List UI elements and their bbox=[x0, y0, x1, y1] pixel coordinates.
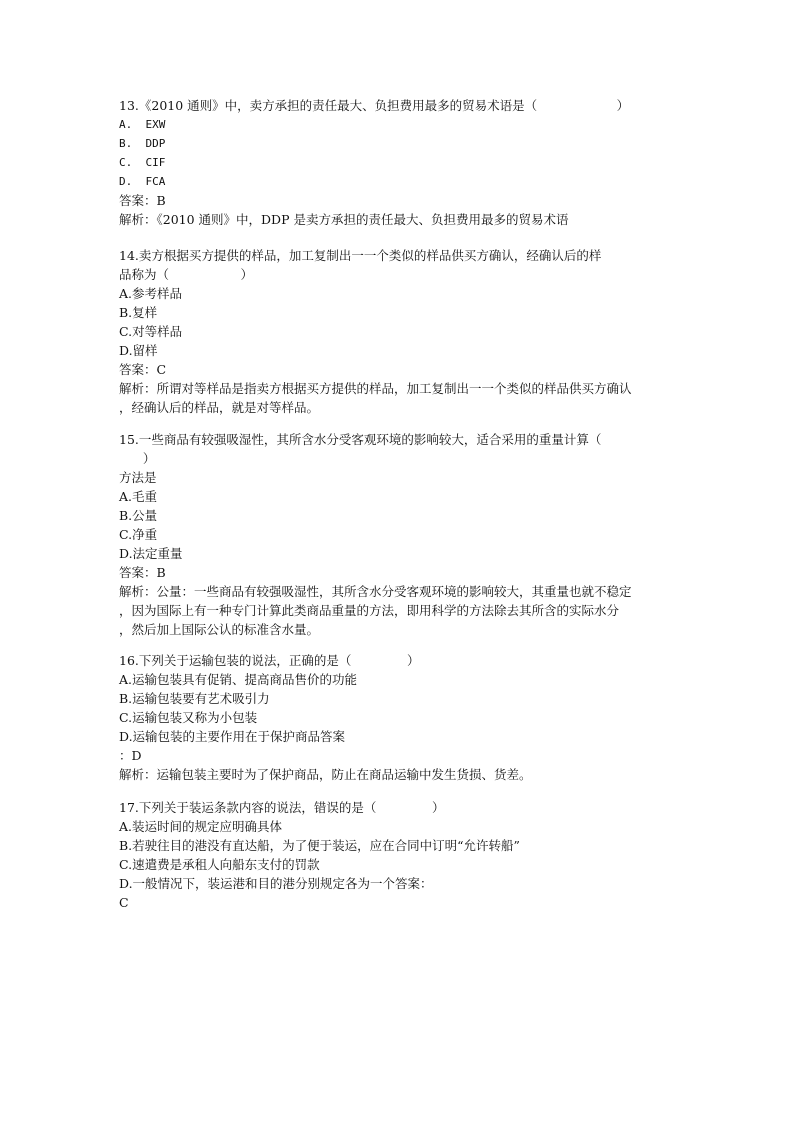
question-stem: 15.一些商品有较强吸湿性，其所含水分受客观环境的影响较大，适合采用的重量计算（ bbox=[119, 432, 602, 447]
option-b: B.运输包装要有艺术吸引力 bbox=[119, 691, 270, 706]
answer: 答案：B bbox=[119, 193, 166, 208]
option-c: C. CIF bbox=[119, 156, 166, 169]
analysis: 解析：公量：一些商品有较强吸湿性，其所含水分受客观环境的影响较大，其重量也就不稳定 bbox=[119, 584, 632, 599]
question-15 bbox=[119, 430, 679, 639]
option-a: A.毛重 bbox=[119, 489, 158, 504]
option-b: B.公量 bbox=[119, 508, 158, 523]
option-a: A.参考样品 bbox=[119, 286, 183, 301]
analysis: 解析：运输包装主要时为了保护商品，防止在商品运输中发生货损、货差。 bbox=[119, 767, 532, 782]
option-a: A.运输包装具有促销、提高商品售价的功能 bbox=[119, 672, 358, 687]
answer: 答案：B bbox=[119, 565, 166, 580]
question-stem: 16.下列关于运输包装的说法，正确的是（ ） bbox=[119, 653, 420, 668]
option-b: B. DDP bbox=[119, 137, 166, 150]
question-14 bbox=[119, 246, 679, 417]
question-stem-cont: ） bbox=[119, 451, 156, 466]
option-d: D.法定重量 bbox=[119, 546, 183, 561]
question-stem: 14.卖方根据买方提供的样品，加工复制出一一个类似的样品供买方确认，经确认后的样 bbox=[119, 248, 602, 263]
analysis: 解析：《2010 通则》中，DDP 是卖方承担的责任最大、负担费用最多的贸易术语 bbox=[119, 212, 569, 227]
option-c: C.对等样品 bbox=[119, 324, 183, 339]
question-16 bbox=[119, 651, 679, 784]
question-stem: 13.《2010 通则》中，卖方承担的责任最大、负担费用最多的贸易术语是（ ） bbox=[119, 98, 630, 113]
option-c: C.净重 bbox=[119, 527, 158, 542]
option-c: C.运输包装又称为小包装 bbox=[119, 710, 258, 725]
analysis-cont: ，因为国际上有一种专门计算此类商品重量的方法，即用科学的方法除去其所含的实际水分 bbox=[119, 603, 620, 618]
question-13 bbox=[119, 96, 679, 229]
analysis: 解析：所谓对等样品是指卖方根据买方提供的样品，加工复制出一一个类似的样品供买方确认 bbox=[119, 381, 632, 396]
option-d: D.运输包装的主要作用在于保护商品答案 bbox=[119, 729, 346, 744]
option-a: A.装运时间的规定应明确具体 bbox=[119, 819, 283, 834]
question-stem-cont: 方法是 bbox=[119, 470, 157, 485]
option-a: A. EXW bbox=[119, 118, 166, 131]
answer: 答案：C bbox=[119, 362, 167, 377]
option-b: B.复样 bbox=[119, 305, 158, 320]
question-17 bbox=[119, 798, 679, 912]
option-c: C.速遣费是承租人向船东支付的罚款 bbox=[119, 857, 320, 872]
answer: C bbox=[119, 895, 129, 910]
analysis-cont: ，然后加上国际公认的标准含水量。 bbox=[119, 622, 320, 637]
analysis-cont: ，经确认后的样品，就是对等样品。 bbox=[119, 400, 320, 415]
question-stem: 17.下列关于装运条款内容的说法，错误的是（ ） bbox=[119, 800, 445, 815]
option-d: D. FCA bbox=[119, 175, 166, 188]
option-d: D.一般情况下，装运港和目的港分别规定各为一个答案： bbox=[119, 876, 433, 891]
question-stem-cont: 品称为（ ） bbox=[119, 267, 254, 282]
answer: ：D bbox=[119, 748, 142, 763]
option-d: D.留样 bbox=[119, 343, 158, 358]
option-b: B.若驶往目的港没有直达船，为了便于装运，应在合同中订明“允许转船” bbox=[119, 838, 520, 853]
